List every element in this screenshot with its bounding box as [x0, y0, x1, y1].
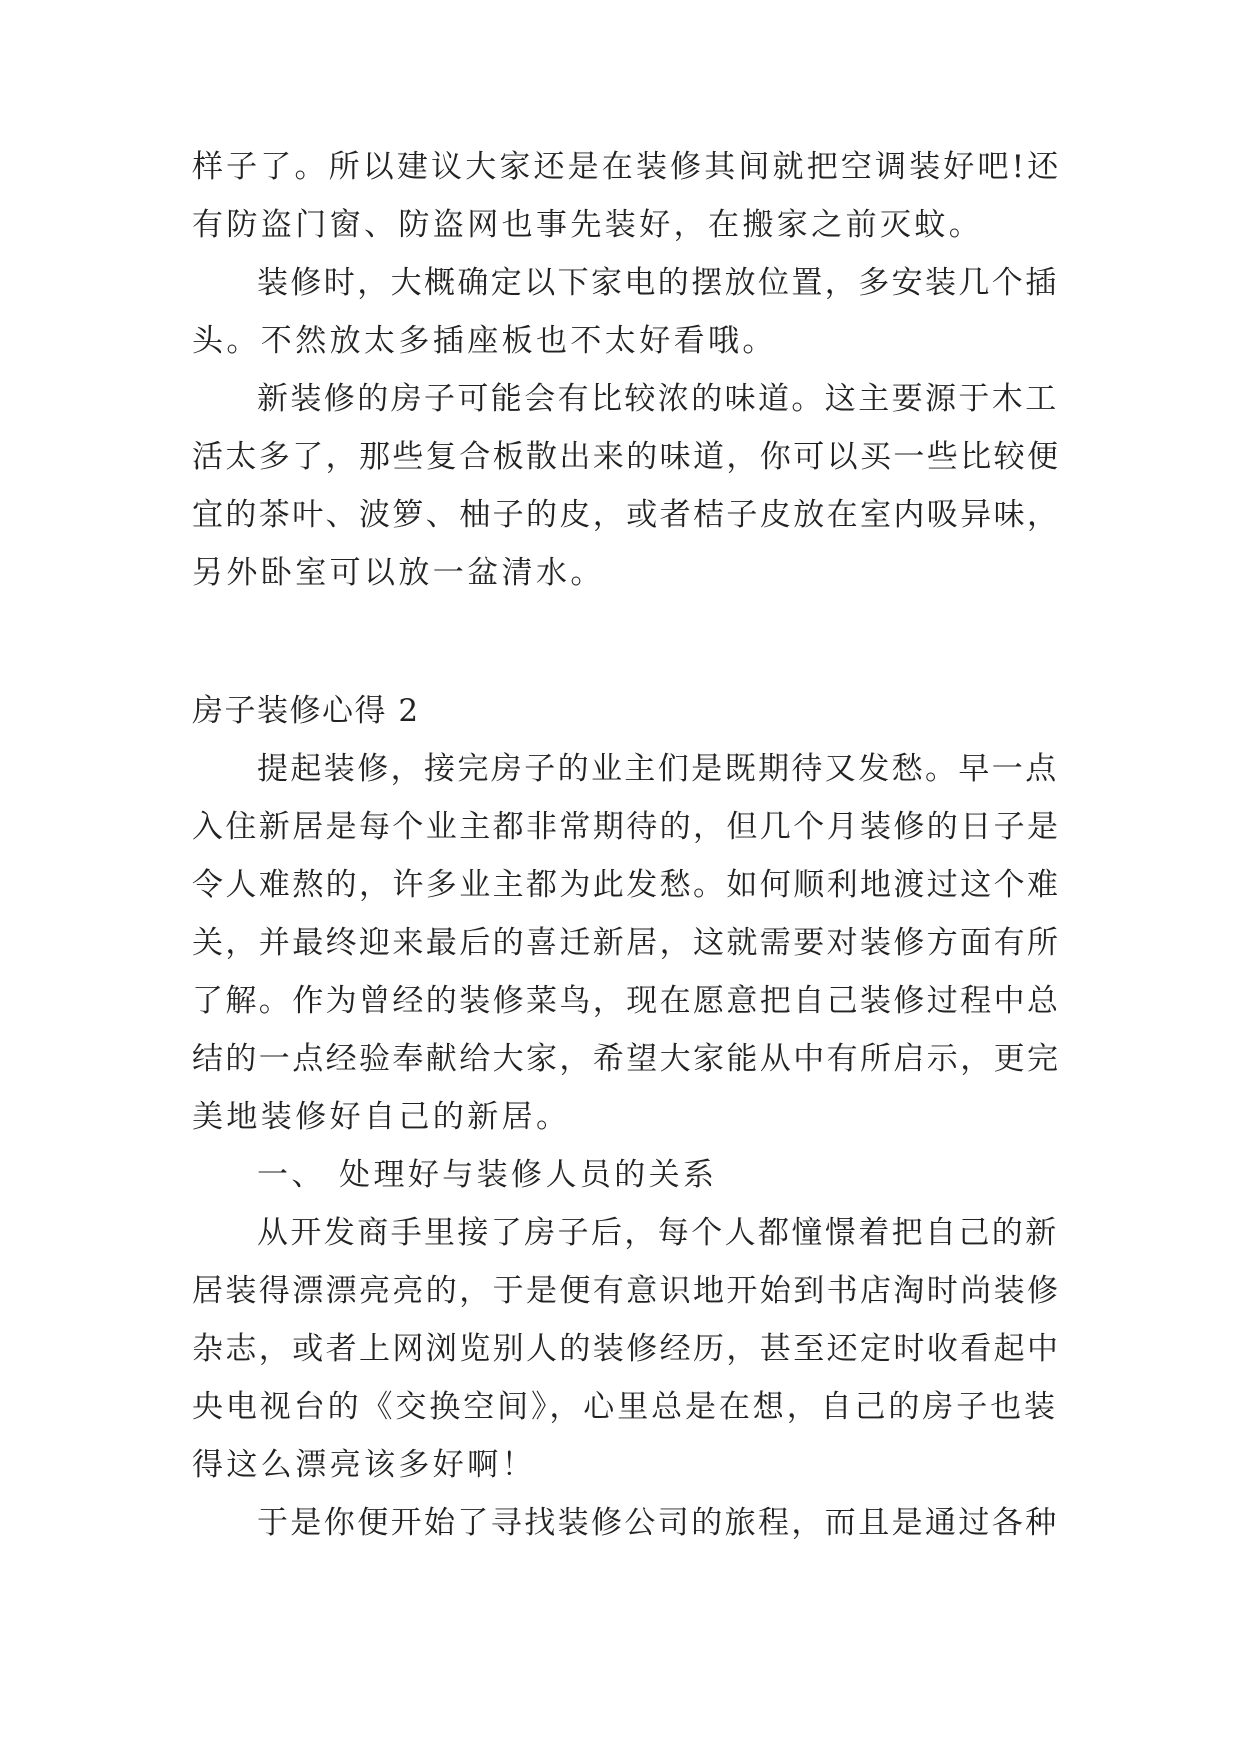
paragraph-line: 从开发商手里接了房子后，每个人都憧憬着把自己的新: [257, 1215, 1059, 1251]
paragraph-line: 装修时，大概确定以下家电的摆放位置，多安装几个插: [257, 265, 1059, 301]
section-1-text: [192, 138, 1062, 602]
paragraph-line: 得这么漂亮该多好啊！: [192, 1447, 536, 1483]
paragraph-line: 居装得漂漂亮亮的，于是便有意识地开始到书店淘时尚装修: [192, 1273, 1061, 1309]
paragraph-line: 提起装修，接完房子的业主们是既期待又发愁。早一点: [257, 751, 1059, 787]
paragraph-line: 了解。作为曾经的装修菜鸟，现在愿意把自己装修过程中总: [192, 983, 1061, 1019]
paragraph-line: 央电视台的《交换空间》，心里总是在想，自己的房子也装: [192, 1389, 1058, 1425]
paragraph-line: 于是你便开始了寻找装修公司的旅程，而且是通过各种: [257, 1505, 1059, 1541]
paragraph-line: 宜的茶叶、波箩、柚子的皮，或者桔子皮放在室内吸异味，: [192, 497, 1061, 533]
paragraph-line: 结的一点经验奉献给大家，希望大家能从中有所启示，更完: [192, 1041, 1061, 1077]
paragraph-line: 杂志，或者上网浏览别人的装修经历，甚至还定时收看起中: [192, 1331, 1061, 1367]
paragraph-line: 样子了。所以建议大家还是在装修其间就把空调装好吧!还: [192, 149, 1062, 185]
paragraph-line: 新装修的房子可能会有比较浓的味道。这主要源于木工: [257, 381, 1059, 417]
paragraph-line: 活太多了，那些复合板散出来的味道，你可以买一些比较便: [192, 439, 1061, 475]
paragraph-line: 有防盗门窗、防盗网也事先装好，在搬家之前灭蚊。: [192, 207, 984, 243]
subheading-line: 一、 处理好与装修人员的关系: [257, 1157, 718, 1193]
paragraph-line: 另外卧室可以放一盆清水。: [192, 555, 605, 591]
section-heading: 房子装修心得 2: [192, 693, 420, 729]
section-2-text: [192, 740, 1062, 1552]
paragraph-line: 入住新居是每个业主都非常期待的，但几个月装修的日子是: [192, 809, 1061, 845]
paragraph-line: 令人难熬的，许多业主都为此发愁。如何顺利地渡过这个难: [192, 867, 1061, 903]
paragraph-line: 美地装修好自己的新居。: [192, 1099, 571, 1135]
paragraph-line: 头。不然放太多插座板也不太好看哦。: [192, 323, 777, 359]
section-2-heading-block: [192, 682, 1062, 740]
paragraph-line: 关，并最终迎来最后的喜迁新居，这就需要对装修方面有所: [192, 925, 1061, 961]
